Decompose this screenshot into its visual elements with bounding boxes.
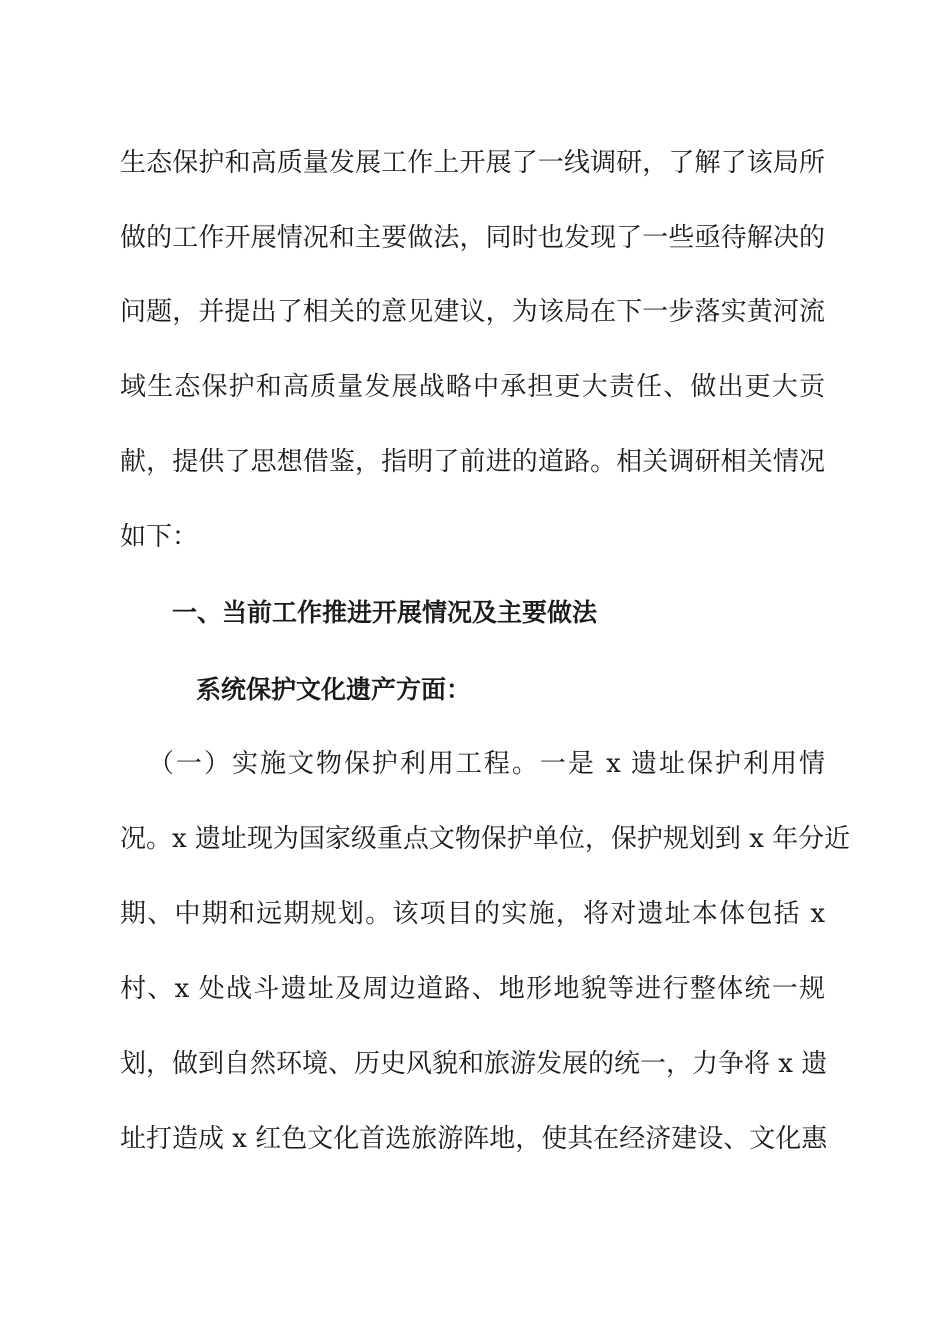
- paragraph-line: 献，提供了思想借鉴，指明了前进的道路。相关调研相关情况: [120, 447, 825, 477]
- section-heading: 一、当前工作推进开展情况及主要做法: [172, 598, 598, 627]
- paragraph-line: 村、x 处战斗遗址及周边道路、地形地貌等进行整体统一规: [120, 974, 825, 1004]
- paragraph-line: 址打造成 x 红色文化首选旅游阵地，使其在经济建设、文化惠: [120, 1124, 828, 1154]
- paragraph-line: 域生态保护和高质量发展战略中承担更大责任、做出更大贡: [120, 372, 825, 402]
- paragraph-line: 如下：: [120, 522, 199, 552]
- paragraph-line: 期、中期和远期规划。该项目的实施，将对遗址本体包括 x: [120, 899, 825, 929]
- paragraph-line: 况。x 遗址现为国家级重点文物保护单位，保护规划到 x 年分近: [120, 824, 851, 854]
- paragraph-line: 生态保护和高质量发展工作上开展了一线调研，了解了该局所: [120, 148, 825, 178]
- paragraph-line: （一）实施文物保护利用工程。一是 x 遗址保护利用情: [148, 749, 825, 779]
- section-subheading: 系统保护文化遗产方面：: [196, 675, 472, 704]
- paragraph-line: 问题，并提出了相关的意见建议，为该局在下一步落实黄河流: [120, 297, 825, 327]
- paragraph-line: 划，做到自然环境、历史风貌和旅游发展的统一，力争将 x 遗: [120, 1049, 828, 1079]
- paragraph-line: 做的工作开展情况和主要做法，同时也发现了一些亟待解决的: [120, 223, 825, 253]
